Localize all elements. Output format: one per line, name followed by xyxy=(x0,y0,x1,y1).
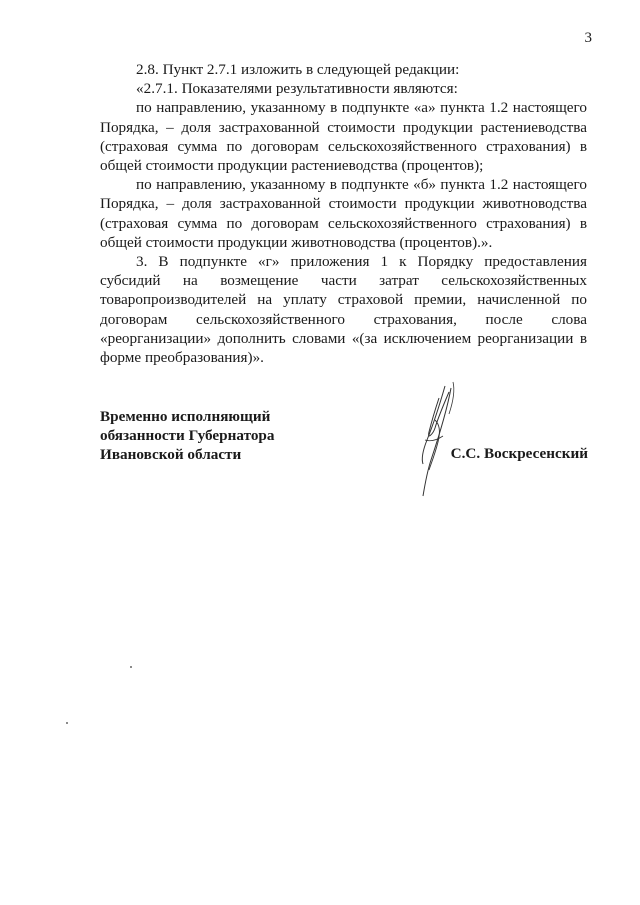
signature-title-block xyxy=(100,407,274,464)
paragraph-2-7-1-heading: «2.7.1. Показателями результативности являются: xyxy=(136,80,458,98)
signature-title-line-1: Временно исполняющий xyxy=(100,408,271,425)
page-number: 3 xyxy=(584,30,592,46)
paragraph-direction-b: по направлению, указанному в подпункте «б» пункта 1.2 настоящего Порядка, – доля застрахованной стоимости продукции животноводства (страховая сумма по договорам сельскохозяйственного страхования) в общей стоимости продукции животноводства (процентов).». xyxy=(100,176,587,251)
paragraph-2-8: 2.8. Пункт 2.7.1 изложить в следующей редакции: xyxy=(136,61,460,78)
signature-title-line-3: Ивановской области xyxy=(100,446,242,463)
signature-title-line-2: обязанности Губернатора xyxy=(100,427,275,444)
document-body xyxy=(100,60,587,367)
scan-speck xyxy=(66,722,68,724)
paragraph-3: 3. В подпункте «г» приложения 1 к Порядку предоставления субсидий на возмещение части затрат сельскохозяйственных товаропроизводителей на уплату страховой премии, начисленной по договорам сельскохозяйственного страхования, после слова «реорганизации» дополнить словами «(за исключением реорганизации в форме преобразования)». xyxy=(100,253,587,367)
handwritten-signature-icon xyxy=(405,380,465,500)
signatory-name: С.С. Воскресенский xyxy=(450,445,588,462)
paragraph-direction-a: по направлению, указанному в подпункте «а» пункта 1.2 настоящего Порядка, – доля застрахованной стоимости продукции растениеводства (страховая сумма по договорам сельскохозяйственного страхования) в общей стоимости продукции растениеводства (процентов); xyxy=(100,99,587,175)
scan-speck xyxy=(130,666,132,668)
